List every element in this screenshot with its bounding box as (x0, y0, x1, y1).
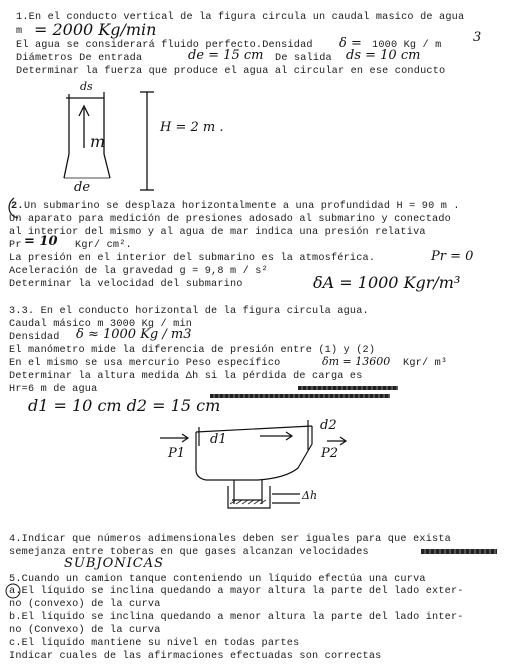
p2-seawater-density-note: δA = 1000 Kgr/m³ (313, 273, 461, 292)
p1-mass-symbol: m (16, 26, 23, 37)
p1-fig-height-label: H = 2 m . (160, 120, 224, 135)
p3-fig-p1: P1 (168, 446, 186, 461)
p4-answer-handwritten: SUBJONICAS (64, 556, 165, 571)
p2-inner-pressure-note: Pr = 0 (431, 249, 474, 264)
p2-line1: Un submarino se desplaza horizontalmente a una profundidad H = 90 m . (24, 201, 460, 212)
p2-line2: Un aparato para medición de presiones adosado al submarino y conectado (9, 214, 451, 225)
p5-line6: c.El líquido mantiene su nivel en todas partes (9, 638, 300, 649)
p2-number: 2. (11, 201, 24, 212)
p3-line2: Caudal másico m 3000 Kg / min (9, 319, 193, 330)
p3-line5: En el mismo se usa mercurio Peso específico (9, 358, 281, 369)
p1-mass-flow-handwritten: = 2000 Kg/min (34, 20, 157, 39)
p5-line5: no (Convexo) de la curva (9, 625, 161, 636)
p3-fig-dh: Δh (302, 489, 318, 502)
p5-line1: 5.Cuando un camion tanque conteniendo un líquido efectúa una curva (9, 574, 426, 585)
p1-line5: Determinar la fuerza que produce el agua al circular en ese conducto (16, 66, 446, 77)
p1-line3: El agua se considerará fluido perfecto.Densidad (16, 40, 313, 51)
p2-line5: La presión en el interior del submarino es la atmosférica. (9, 253, 376, 264)
p2-line3: al interior del mismo y al agua de mar indica una presión relativa (9, 227, 426, 238)
p3-fig-p2: P2 (321, 446, 339, 461)
p3-density-label: Densidad (9, 332, 60, 343)
p3-mercury-unit: Kgr/ m³ (403, 358, 448, 369)
p5-line2: a.El líquido se inclina quedando a mayor altura la parte del lado exter- (9, 586, 464, 597)
p4-line1: 4.Indicar que números adimensionales deben ser iguales para que exista (9, 534, 451, 545)
p5-line4: b.El líquido se inclina quedando a menor altura la parte del lado inter- (9, 612, 464, 623)
p3-line6: Determinar la altura medida Δh si la pérdida de carga es (9, 371, 363, 382)
p2-pressure-unit: Kgr/ cm². (75, 240, 132, 251)
p2-pressure-symbol: Pr (9, 240, 22, 251)
p3-diameters-handwritten: d1 = 10 cm d2 = 15 cm (28, 396, 221, 415)
p1-fig-flow-label: m (90, 132, 106, 151)
p5-line3: no (convexo) de la curva (9, 599, 161, 610)
p1-density-symbol: δ = (339, 36, 362, 51)
p1-outlet-label: De salida (275, 53, 332, 64)
p4-line2: semejanza entre toberas en que gases alcanzan velocidades (9, 547, 369, 558)
p2-line7: Determinar la velocidad del submarino (9, 279, 243, 290)
p1-fig-inlet-label: de (74, 180, 91, 195)
p2-line6: Aceleración de la gravedad g = 9,8 m / s² (9, 266, 268, 277)
p3-mercury-weight: δm = 13600 (322, 355, 391, 368)
p2-pressure-value: = 10 (24, 234, 58, 249)
p5-line7: Indicar cuales de las afirmaciones efectuadas son correctas (9, 651, 382, 662)
p1-inlet-diameter: de = 15 cm (188, 48, 264, 63)
p3-fig-d2: d2 (320, 418, 337, 433)
p3-density-handwritten: δ ≈ 1000 Kg / m3 (76, 327, 192, 342)
p3-fig-d1: d1 (210, 432, 227, 447)
p3-line4: El manómetro mide la diferencia de presión entre (1) y (2) (9, 345, 376, 356)
p1-line4: Diámetros De entrada (16, 53, 143, 64)
p3-line1: 3.3. En el conducto horizontal de la figura circula agua. (9, 306, 369, 317)
p1-outlet-diameter: ds = 10 cm (346, 48, 421, 63)
p1-line1: 1.En el conducto vertical de la figura circula un caudal masico de agua (16, 12, 465, 23)
p1-density-exponent: 3 (473, 30, 482, 45)
p1-density-value: 1000 Kg / m (372, 40, 442, 51)
p1-fig-outlet-label: ds (80, 80, 93, 93)
p3-line7: Hr=6 m de agua (9, 384, 98, 395)
